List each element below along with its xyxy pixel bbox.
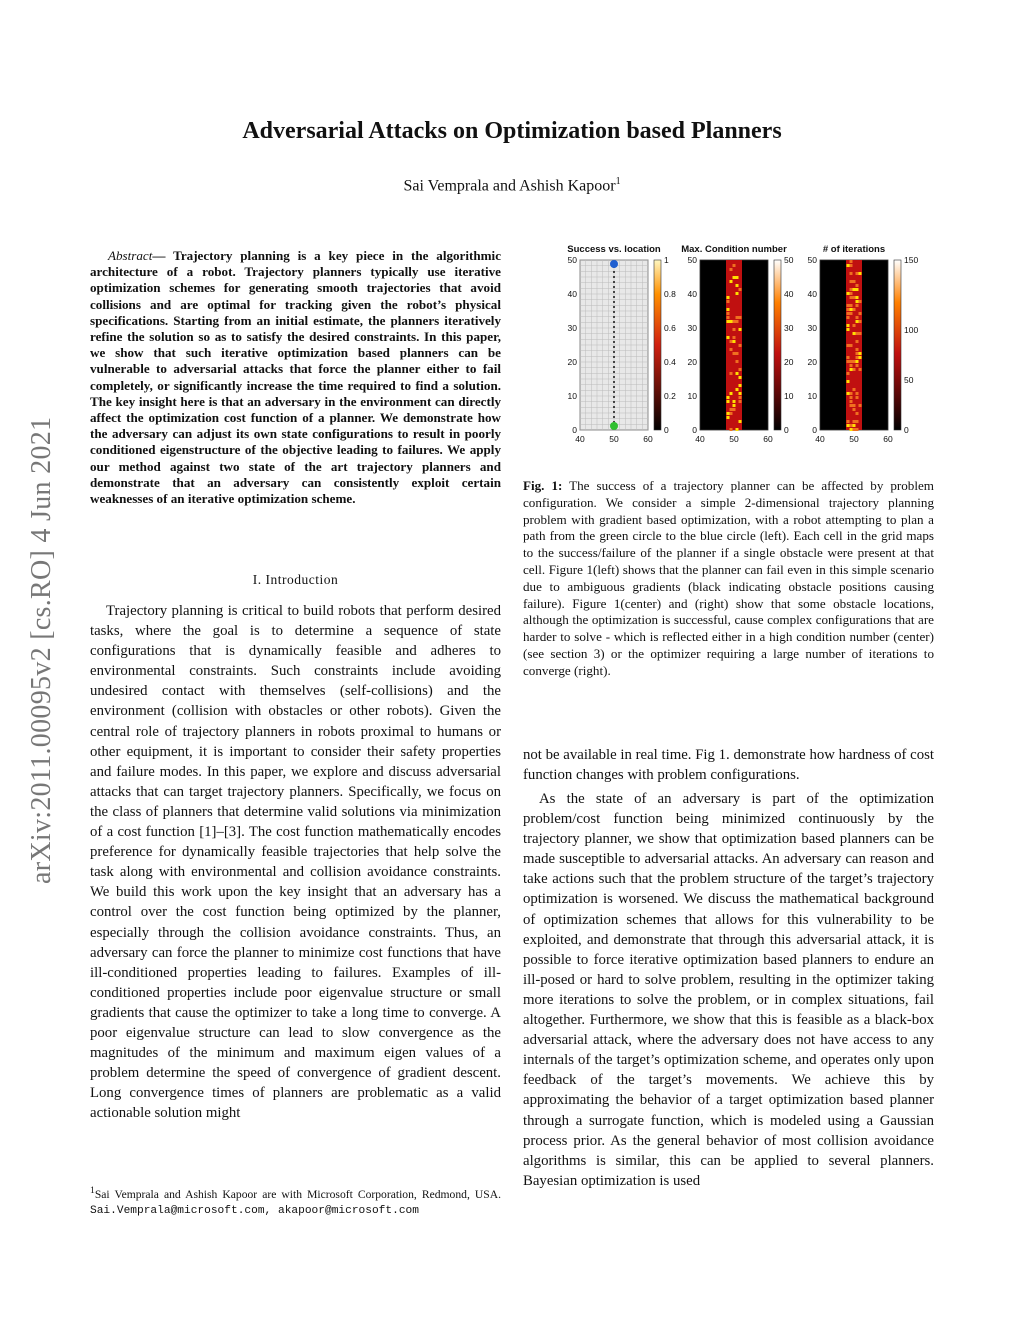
heatmap-cell — [730, 392, 733, 395]
y-tick-label: 20 — [687, 357, 697, 367]
footnote — [90, 1183, 501, 1220]
colorbar — [894, 260, 901, 430]
caption-text: The success of a trajectory planner can be affected by problem configuration. We consider a simple 2-dimensional trajectory planning problem with gradient based optimization, with a robot attempting to plan a path from the green circle to the blue circle (left). Each cell in the grid maps to the success/failure of the planner if a single obstacle were present at that cell. Figure 1(left) shows that the planner can fail even in this simple scenario due to ambiguous gradients (black indicating obstacle positions causing failure). Figure 1(center) and (right) show that some obstacle locations, although the optimization is successful, cause complex configurations that are harder to solve - which is reflected either in a high condition number (center) (see section 3) or the optimizer requiring a large number of iterations to converge (right). — [523, 478, 934, 678]
x-tick-label: 60 — [883, 434, 893, 444]
heatmap-cell — [853, 332, 856, 335]
colorbar-tick-label: 1 — [664, 255, 669, 265]
heatmap-cell — [730, 412, 733, 415]
colorbar-tick-label: 0 — [904, 425, 909, 435]
heatmap-cell — [850, 400, 853, 403]
heatmap-cell — [847, 264, 850, 267]
heatmap-cell — [859, 320, 862, 323]
abstract — [90, 248, 501, 507]
heatmap-cell — [739, 384, 742, 387]
colorbar-tick-label: 0.4 — [664, 357, 676, 367]
heatmap-cell — [853, 424, 856, 427]
heatmap-cell — [847, 328, 850, 331]
heatmap-cell — [850, 260, 853, 263]
heatmap-cell — [736, 372, 739, 375]
heatmap-cell — [739, 368, 742, 371]
heatmap-cell — [850, 344, 853, 347]
heatmap-cell — [847, 360, 850, 363]
panel-title: Success vs. location — [567, 244, 661, 255]
colorbar-tick-label: 50 — [784, 255, 794, 265]
heatmap-cell — [727, 320, 730, 323]
y-tick-label: 30 — [807, 323, 817, 333]
colorbar-tick-label: 0.6 — [664, 323, 676, 333]
heatmap-cell — [850, 272, 853, 275]
heatmap-cell — [853, 368, 856, 371]
heatmap-cell — [853, 420, 856, 423]
y-tick-label: 50 — [687, 255, 697, 265]
x-tick-label: 40 — [815, 434, 825, 444]
y-tick-label: 40 — [807, 289, 817, 299]
heatmap-cell — [856, 320, 859, 323]
heatmap-cell — [850, 364, 853, 367]
heatmap-cell — [853, 388, 856, 391]
heatmap-cell — [739, 392, 742, 395]
heatmap-cell — [730, 280, 733, 283]
heatmap-cell — [850, 360, 853, 363]
heatmap-cell — [736, 320, 739, 323]
heatmap-cell — [856, 296, 859, 299]
figure-caption — [523, 478, 934, 680]
heatmap-cell — [739, 420, 742, 423]
y-tick-label: 0 — [692, 425, 697, 435]
heatmap-cell — [850, 396, 853, 399]
x-tick-label: 50 — [729, 434, 739, 444]
colorbar-tick-label: 0 — [664, 425, 669, 435]
y-tick-label: 10 — [807, 391, 817, 401]
heatmap-cell — [850, 292, 853, 295]
heatmap-cell — [856, 284, 859, 287]
heatmap-cell — [853, 428, 856, 431]
colorbar-tick-label: 50 — [904, 375, 914, 385]
heatmap-cell — [733, 264, 736, 267]
heatmap-cell — [850, 308, 853, 311]
heatmap-cell — [739, 316, 742, 319]
heatmap-cell — [847, 324, 850, 327]
caption-label: Fig. 1: — [523, 478, 563, 493]
y-tick-label: 50 — [807, 255, 817, 265]
colorbar-tick-label: 0.2 — [664, 391, 676, 401]
colorbar — [774, 260, 781, 430]
colorbar-tick-label: 100 — [904, 325, 919, 335]
heatmap-cell — [730, 428, 733, 431]
heatmap-cell — [847, 316, 850, 319]
heatmap-cell — [739, 376, 742, 379]
heatmap-cell — [736, 292, 739, 295]
author-footnote-mark: 1 — [615, 176, 621, 187]
heatmap-cell — [856, 304, 859, 307]
heatmap-cell — [727, 412, 730, 415]
heatmap-cell — [856, 392, 859, 395]
heatmap-cell — [730, 268, 733, 271]
y-tick-label: 30 — [567, 323, 577, 333]
heatmap-cell — [856, 348, 859, 351]
heatmap-cell — [727, 308, 730, 311]
heatmap-cell — [853, 324, 856, 327]
colorbar-tick-label: 30 — [784, 323, 794, 333]
start-marker — [610, 422, 618, 430]
heatmap-cell — [853, 360, 856, 363]
y-tick-label: 50 — [567, 255, 577, 265]
x-tick-label: 60 — [763, 434, 773, 444]
heatmap-cell — [736, 284, 739, 287]
heatmap-cell — [850, 424, 853, 427]
author-names: Sai Vemprala and Ashish Kapoor — [403, 177, 616, 195]
figure-1 — [550, 238, 940, 448]
y-tick-label: 0 — [572, 425, 577, 435]
heatmap-cell — [850, 296, 853, 299]
colorbar — [654, 260, 661, 430]
heatmap-cell — [730, 372, 733, 375]
heatmap-cell — [850, 392, 853, 395]
panel-title: Max. Condition number — [681, 244, 787, 255]
y-tick-label: 10 — [567, 391, 577, 401]
heatmap-cell — [847, 424, 850, 427]
colorbar-tick-label: 150 — [904, 255, 919, 265]
heatmap-cell — [847, 312, 850, 315]
heatmap-cell — [853, 404, 856, 407]
heatmap-cell — [847, 344, 850, 347]
heatmap-cell — [853, 280, 856, 283]
right-paragraph-2: As the state of an adversary is part of the optimization problem/cost function being minimized continuously by the trajectory planner, we show that optimization based planners can be made susceptible to adversarial attacks. An adversary can reason and take actions such that the problem structure of the target’s trajectory optimization is worsened. We discuss the mathematical background of optimization schemes that allows for this vulnerability to be exploited, and demonstrate that through this adversarial attack, it is possible to force iterative optimization based planners to endure an ill-posed or hard to solve problem, resulting in the optimizer taking more iterations to solve the problem, or in complex situations, fail altogether. Furthermore, we show that this is feasible as a black-box adversarial attack, where the adversary does not have access to any internals of the target’s optimization scheme, and operates only upon feedback of the target’s movements. We achieve this by approximating the behavior of a target optimization based planner through a surrogate function, which is modeled using a Gaussian process prior. As the general behavior of most collision avoidance algorithms is similar, this can be applied to several planners. Bayesian optimization is used — [523, 791, 934, 1189]
paper-title: Adversarial Attacks on Optimization based Planners — [242, 118, 782, 144]
heatmap-cell — [856, 288, 859, 291]
heatmap-cell — [739, 396, 742, 399]
heatmap-cell — [739, 400, 742, 403]
heatmap-cell — [730, 408, 733, 411]
heatmap-cell — [850, 368, 853, 371]
colorbar-tick-label: 20 — [784, 357, 794, 367]
x-tick-label: 40 — [695, 434, 705, 444]
heatmap-cell — [847, 308, 850, 311]
heatmap-cell — [853, 408, 856, 411]
authors — [0, 176, 1024, 195]
abstract-text: — Trajectory planning is a key piece in the algorithmic architecture of a robot. Trajectory planners typically use iterative optimization schemes for generating smooth trajectories that avoid collisions and are optimal for tracking given the robot’s physical specifications. Starting from an initial estimate, the planners iteratively refine the solution so as to satisfy the desired constraints. In this paper, we show that such iterative optimization based planners can be vulnerable to adversarial attacks that force the planner either to fail completely, or significantly increase the time required to find a solution. The key insight here is that an adversary in the environment can directly affect the optimization cost function of a planner. We demonstrate how the adversary can adjust its own state configurations to result in poorly conditioned eigenstructure of the objective leading to failures. We apply our method against two state of the art trajectory planners and demonstrate that an adversary can consistently exploit certain weaknesses of an iterative optimization scheme. — [90, 248, 501, 507]
right-paragraph-1: not be available in real time. Fig 1. demonstrate how hardness of cost function changes with problem configurations. — [523, 747, 934, 784]
footnote-emails: Sai.Vemprala@microsoft.com, akapoor@microsoft.com — [90, 1205, 419, 1218]
goal-marker — [610, 260, 618, 268]
heatmap-cell — [736, 316, 739, 319]
y-tick-label: 20 — [807, 357, 817, 367]
x-tick-label: 40 — [575, 434, 585, 444]
heatmap-cell — [847, 392, 850, 395]
heatmap-cell — [847, 356, 850, 359]
heatmap-cell — [856, 412, 859, 415]
footnote-text: Sai Vemprala and Ashish Kapoor are with Microsoft Corporation, Redmond, USA. — [94, 1187, 501, 1201]
heatmap-cell — [850, 404, 853, 407]
heatmap-cell — [859, 300, 862, 303]
arxiv-stamp: arXiv:2011.00095v2 [cs.RO] 4 Jun 2021 — [26, 416, 57, 884]
heatmap-cell — [733, 340, 736, 343]
heatmap-cell — [859, 272, 862, 275]
heatmap-cell — [850, 288, 853, 291]
heatmap-cell — [859, 312, 862, 315]
heatmap-cell — [727, 396, 730, 399]
heatmap-cell — [727, 300, 730, 303]
heatmap-cell — [733, 276, 736, 279]
heatmap-cell — [850, 312, 853, 315]
heatmap-cell — [859, 332, 862, 335]
heatmap-cell — [736, 276, 739, 279]
y-tick-label: 10 — [687, 391, 697, 401]
heatmap-cell — [739, 328, 742, 331]
heatmap-cell — [856, 420, 859, 423]
heatmap-cell — [739, 344, 742, 347]
heatmap-cell — [727, 416, 730, 419]
heatmap-cell — [739, 288, 742, 291]
heatmap-cell — [847, 304, 850, 307]
intro-paragraph: Trajectory planning is critical to build robots that perform desired tasks, where the goal is to determine a sequence of state configurations that is dynamically feasible and adheres to environmental constraints. Such constraints include avoiding undesired contact with themselves (self-collisions) and the environment (collision with obstacles or other robots). Given the central role of trajectory planners in robots proximal to humans or other equipment, it is important to consider their safety properties and failure modes. In this paper, we explore and discuss adversarial attacks that can target trajectory planners. Specifically, we focus on the class of planners that determine valid solutions via minimization of a cost function [1]–[3]. The cost function mathematically encodes preference for dynamically feasible trajectories that help solve the task along with environmental and collision avoidance constraints. We build this work upon the key insight that an adversary has a control over the cost function being optimized by the planner, especially through the collision avoidance constraints. Thus, an adversary can force the planner to minimize cost functions that have ill-conditioned properties leading to failures. Examples of ill-conditioned properties include poor eigenvalue structure or small gradients that cause the optimizer to take a long time to converge. A poor eigenvalue structure can lead to slow convergence as the magnitudes of the minimum and maximum eigen values of a problem determine the speed of convergence of gradient descent. Long convergence times of planners are problematic as a valid actionable solution might — [90, 603, 501, 1122]
heatmap-cell — [856, 340, 859, 343]
heatmap-cell — [850, 304, 853, 307]
heatmap-cell — [856, 364, 859, 367]
heatmap-cell — [859, 356, 862, 359]
heatmap-cell — [733, 404, 736, 407]
heatmap-cell — [847, 420, 850, 423]
heatmap-cell — [847, 380, 850, 383]
heatmap-cell — [736, 388, 739, 391]
colorbar-tick-label: 10 — [784, 391, 794, 401]
heatmap-cell — [856, 332, 859, 335]
x-tick-label: 50 — [609, 434, 619, 444]
footnote-mark: 1 — [90, 1185, 95, 1196]
heatmap-cell — [856, 428, 859, 431]
y-tick-label: 30 — [687, 323, 697, 333]
heatmap-cell — [736, 352, 739, 355]
heatmap-cell — [727, 312, 730, 315]
heatmap-cell — [847, 372, 850, 375]
heatmap-cell — [730, 348, 733, 351]
heatmap-cell — [730, 320, 733, 323]
heatmap-cell — [859, 404, 862, 407]
colorbar-tick-label: 0 — [784, 425, 789, 435]
heatmap-cell — [727, 316, 730, 319]
heatmap-cell — [733, 320, 736, 323]
y-tick-label: 40 — [567, 289, 577, 299]
heatmap-cell — [850, 428, 853, 431]
heatmap-cell — [730, 340, 733, 343]
heatmap-cell — [853, 296, 856, 299]
heatmap-cell — [733, 352, 736, 355]
heatmap-cell — [733, 408, 736, 411]
x-tick-label: 50 — [849, 434, 859, 444]
heatmap-cell — [733, 328, 736, 331]
y-tick-label: 20 — [567, 357, 577, 367]
heatmap-cell — [856, 272, 859, 275]
heatmap-cell — [856, 316, 859, 319]
heatmap-cell — [733, 400, 736, 403]
heatmap-cell — [850, 264, 853, 267]
heatmap-cell — [856, 396, 859, 399]
colorbar-tick-label: 0.8 — [664, 289, 676, 299]
heatmap-cell — [736, 428, 739, 431]
section-heading: I. Introduction — [252, 572, 339, 587]
heatmap-cell — [856, 300, 859, 303]
heatmap-cell — [856, 352, 859, 355]
abstract-label: Abstract — [108, 248, 153, 263]
panel-title: # of iterations — [822, 244, 886, 255]
heatmap-cell — [853, 288, 856, 291]
heatmap-cell — [733, 336, 736, 339]
heatmap-cell — [853, 308, 856, 311]
x-tick-label: 60 — [643, 434, 653, 444]
figure-1-panels — [550, 238, 940, 448]
heatmap-cell — [736, 360, 739, 363]
heatmap-cell — [850, 280, 853, 283]
heatmap-cell — [856, 356, 859, 359]
heatmap-cell — [856, 360, 859, 363]
y-tick-label: 40 — [687, 289, 697, 299]
heatmap-cell — [727, 400, 730, 403]
heatmap-cell — [859, 368, 862, 371]
y-tick-label: 0 — [812, 425, 817, 435]
heatmap-cell — [847, 292, 850, 295]
heatmap-cell — [859, 352, 862, 355]
colorbar-tick-label: 40 — [784, 289, 794, 299]
heatmap-cell — [727, 296, 730, 299]
heatmap-cell — [727, 336, 730, 339]
